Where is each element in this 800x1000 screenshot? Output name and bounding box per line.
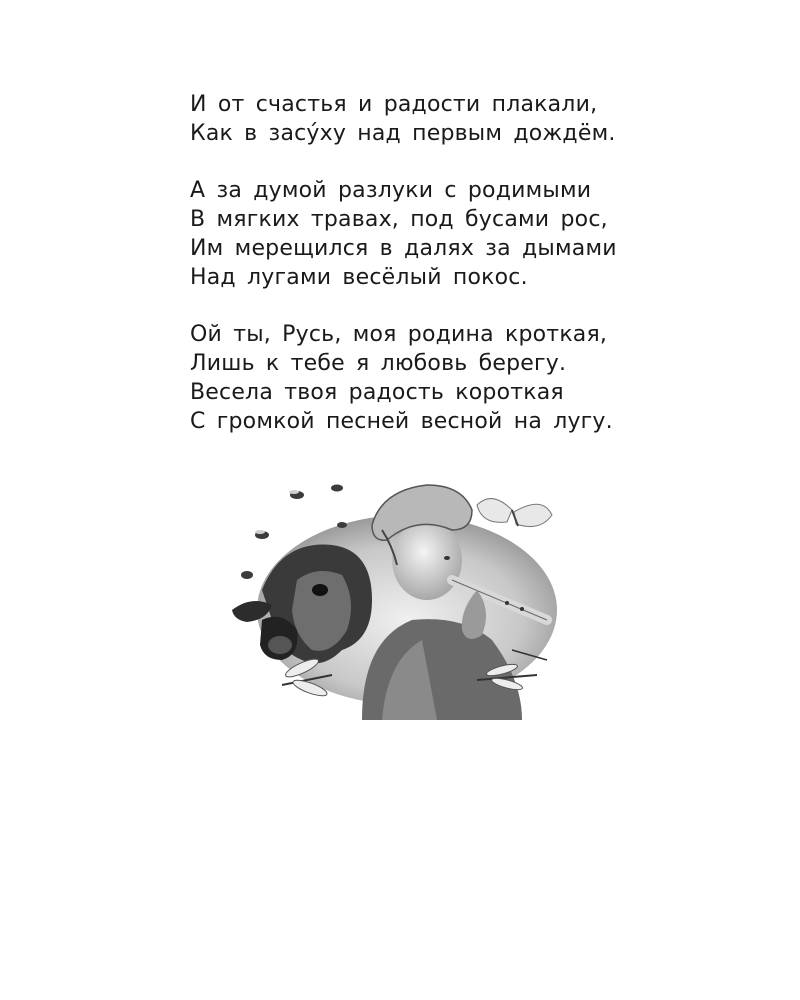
poem-line: Над лугами весёлый покос. (190, 265, 528, 290)
stanza-2 (190, 176, 650, 292)
stanza-1 (190, 90, 650, 148)
poem-line: А за думой разлуки с родимыми (190, 178, 592, 203)
poem-line: С громкой песней весной на лугу. (190, 409, 613, 434)
stanza-3 (190, 320, 650, 436)
poem-line: И от счастья и радости плакали, (190, 92, 598, 117)
cow-icon (232, 545, 372, 664)
poem-line: Им мерещился в далях за дымами (190, 236, 617, 261)
poem-line: Как в засу́ху над первым дождём. (190, 121, 616, 146)
poem-line: Ой ты, Русь, моя родина кроткая, (190, 322, 608, 347)
poem-line: Весела твоя радость короткая (190, 380, 564, 405)
illustration (222, 470, 562, 740)
illustration-image (222, 470, 562, 740)
poem-line: Лишь к тебе я любовь берегу. (190, 351, 567, 376)
poem (190, 90, 650, 464)
poem-line: В мягких травах, под бусами рос, (190, 207, 608, 232)
butterfly-icon (477, 499, 552, 527)
